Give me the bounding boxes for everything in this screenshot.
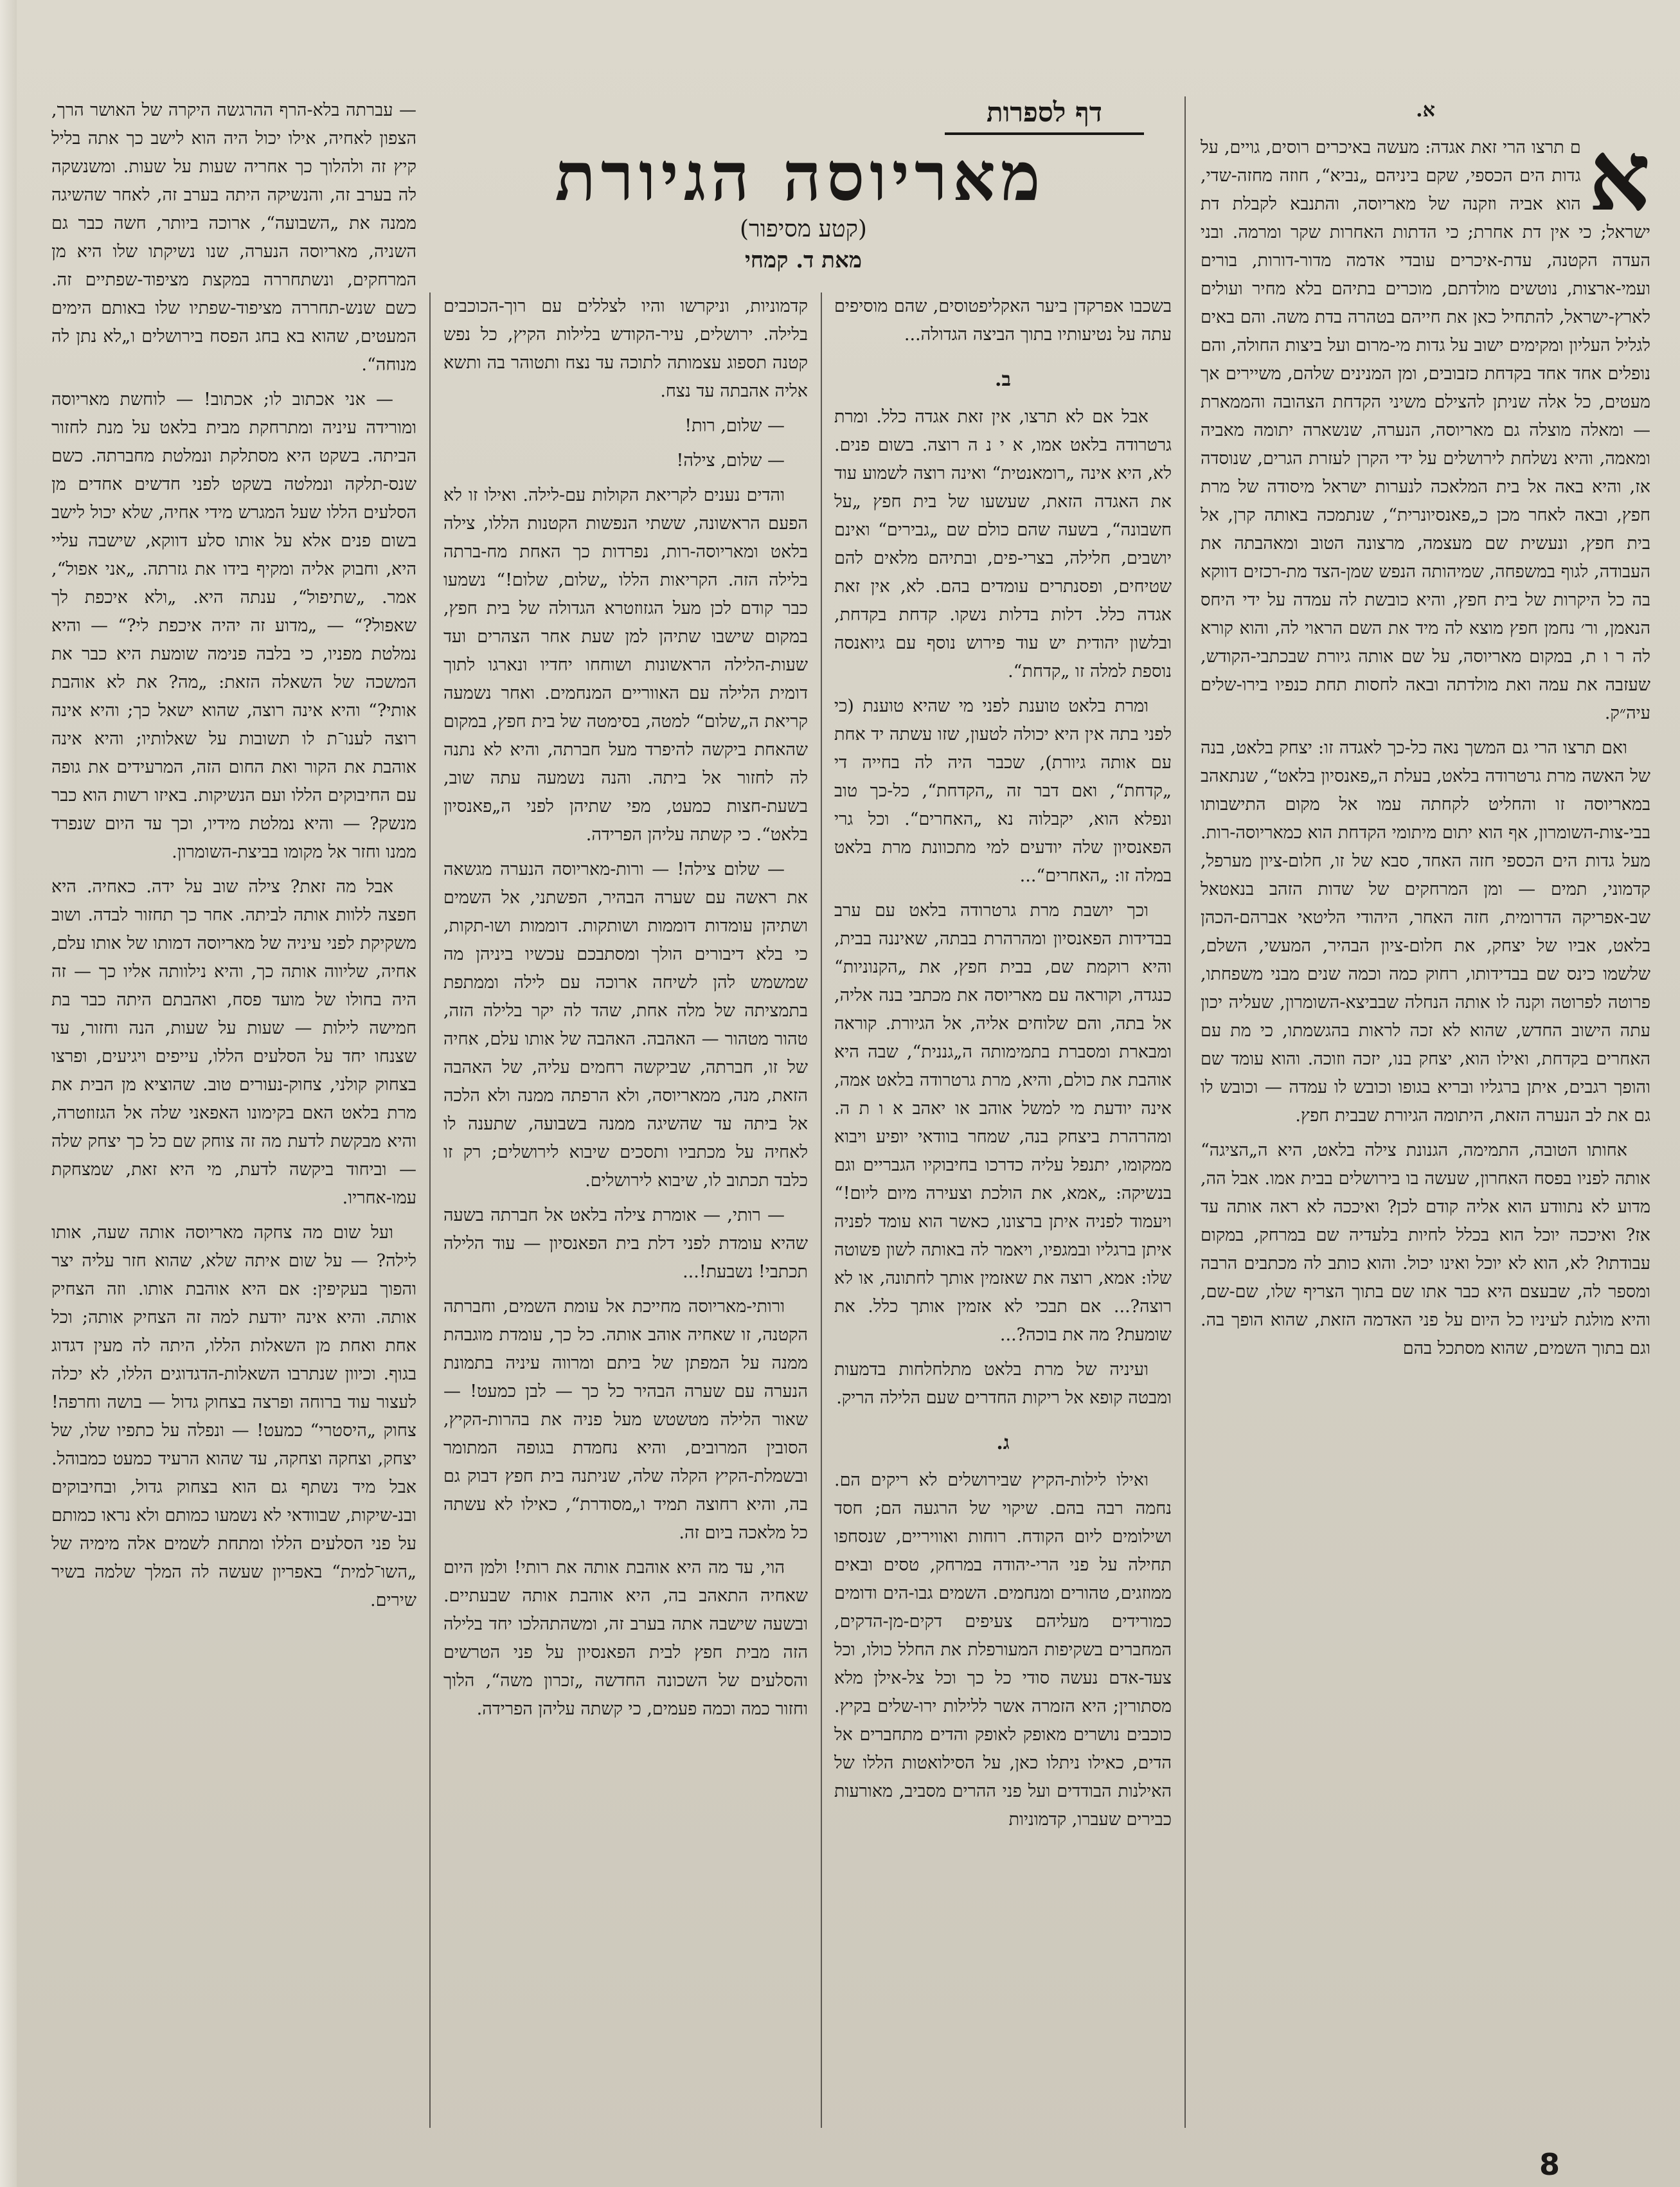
paragraph: אבל מה זאת? צילה שוב על ידה. כאחיה. היא חפצה ללוות אותה לביתה. אחר כך תחזור לבדה. ושוב משקיקת לפני עיניה של מאריוסה דמותו של אותו עלם, אחיה, שליווה אותה כך, והיא נילוותה אליו כך — זה היה בחולו של מועד פסח, ואהבתם היתה כבר בת חמישה לילות — שעות על שעות, הנה וחזור, עד שצנחו יחד על הסלעים הללו, עייפים ויגיעים, ופרצו בצחוק קולני, צחוק-נעורים טוב. שהוציא מן הבית את מרת בלאט האם בקימונו האפאני שלה אל הגזוזטרה, והיא מבקשת לדעת מה זה צוחק שם כל כך יצחק שלה — וביחוד ביקשה לדעת, מי היא זאת, שמצחקת עמו-אחריו. xyxy=(51,877,416,1208)
section-number: א. xyxy=(1416,99,1435,122)
section-number: ב. xyxy=(995,368,1011,391)
drop-cap: א xyxy=(1588,120,1650,233)
text-column-1 xyxy=(1201,96,1650,2128)
paragraph: בשכבו אפרקדן ביער האקליפטוסים, שהם מוסיפים עתה על נטיעותיו בתוך הביצה הגדולה... xyxy=(834,296,1172,345)
column-divider xyxy=(1184,96,1186,2128)
paragraph: קדמוניות, וניקרשו והיו לצללים עם רוך-הכוכבים בלילה. ירושלים, עיר-הקודש בלילות הקיץ, כל נפש קטנה תספוג עצמותה לתוכה עד נצח ותטוהר בה ותשא אליה אהבתה עד נצח. xyxy=(443,296,808,401)
story-subtitle: (קטע מסיפור) xyxy=(740,216,867,242)
paragraph: — שלום צילה! — ורות-מאריוסה הנערה מגשאה את ראשה עם שערה הבהיר, הפשתני, אל השמים ושתיהן עומדות דוממות ושותקות. דוממות ושו-תקות, כי בלא דיבורים הולך ומסתבכם עכשיו ביניהן מה שמשמש להן לשיחה ארוכה עם לילה וממתפת בתמציתה של מלה אחת, שהד לה יקר בלילה הזה, טהור מטהור — האהבה. האהבה של אותו עלם, אחיה של זו, חברתה, שביקשה רחמים עליה, של האהבה הזאת, מנה, ממאריוסה, ולא הרפתה ממנה ולא הלכה אל ביתה עד שהשיגה ממנה בשבועה, שתענה לו לאחיה על מכתביו ותסכים שיבוא לירושלים; רק זו כלבד תכתוב לו, שיבוא לירושלים. xyxy=(443,860,808,1191)
paragraph: — עברתה בלא-הרף ההרגשה היקרה של האושר הרך, הצפון לאחיה, אילו יכול היה הוא לישב כך אתה בליל קיץ זה ולהלוך כך אחריה שעות על שעות. ומשנשקה לה בערב זה, והנשיקה היתה בערב זה, לאחר שהשיגה ממנה את „השבועה“, ארוכה ביותר, חשה כבר גם השניה, מאריוסה הנערה, שנו נשיקתו שלו היא מן המרחקים, ונשתחררה במקצת מציפוד-שפתיים זה. כשם שנש-תחררה מציפוד-שפתיו שלו באותם הימים המעטים, שהוא בא בחג הפסח בירושלים ו„לא נתן לה מנוחה“. xyxy=(51,100,416,375)
paragraph: — שלום, צילה! xyxy=(676,451,785,471)
paragraph: והדים נענים לקריאת הקולות עם-לילה. ואילו זו לא הפעם הראשונה, ששתי הנפשות הקטנות הללו, צילה בלאט ומאריוסה-רות, נפרדות כך האחת מח-ברתה בלילה הזה. הקריאות הללו „שלום, שלום!“ נשמעו כבר קודם לכן מעל הגזוזטרא הגדולה של בית חפץ, במקום שישבו שתיהן למן שעת אחר הצהרים ועד שעות-הלילה הראשונות ושוחחו יחדיו ונארגו לתוך דומית הלילה עם האווריים המנחמים. ואחר נשמעה קריאת ה„שלום“ למטה, בסימטה של בית חפץ, במקום שהאחת ביקשה להיפרד מעל חברתה, והיא לא נתנה לה לחזור אל ביתה. והנה נשמעה עתה שוב, בשעת-חצות כמעט, מפי שתיהן לפני ה„פאנסיון בלאט“. כי קשתה עליהן הפרידה. xyxy=(443,485,808,845)
column-divider xyxy=(821,292,822,2128)
paragraph: — אני אכתוב לו; אכתוב! — לוחשת מאריוסה ומורידה עיניה ומתרחקת מבית בלאט על מנת לחזור הביתה. בשקט היא מסתלקת ונמלטת מחברתה. כשם שנס-תלקה ונמלטה בשקט לפני חדשים אחדים מן הסלעים הללו שעל המגרש מידי אחיה, שלא יכול לישב בשום פנים אלא על אותו סלע דווקא, שישבה עליי היא, וחבוק אליה ומקיף בידו את גזרתה. „אני אפול“, אמר. „שתיפול“, ענתה היא. „ולא איכפת לך שאפול?“ — „מדוע זה יהיה איכפת לי?“ — והיא נמלטת מפניו, כי בלבה פנימה שומעת היא כבר את המשכה של השאלה הזאת: „מה? את לא אוהבת אותי?“ והיא אינה רוצה, שהוא ישאל כך; והיא אינה רוצה לענו־ת לו תשובות על שאלותיו; והיא אינה אוהבת את הקור ואת החום הזה, המרעידים את גופה עם החיבוקים הללו ועם הנשיקות. באיזו רשות הוא כבר מנשק? — והיא נמלטת מידיו, וכך עד היום שנפרד ממנו וחזר אל מקומו בביצת-השומרון. xyxy=(51,390,416,862)
paragraph: ואם תרצו הרי גם המשך נאה כל-כך לאגדה זו: יצחק בלאט, בנה של האשה מרת גרטרודה בלאט, בעלת ה„פאנסיון בלאט“, שנתאהב במאריוסה זו והחליט לקחתה עמו אל מקום התישבותו בבי-צות-השומרון, אף הוא יתום מיתומי הקדחת הוא כמאריוסה-רות. מעל גדות הים הכספי חזה האחד, סבא של זו, חלום-ציון מערפל, קדמוני, תמים — ומן המרחקים של שדות הזהב בנאטאל שב-אפריקה הדרומית, חזה האחר, היהודי הליטאי אברהם-הכהן בלאט, אביו של יצחק, את חלום-ציון הבהיר, המעשי, השלם, שלשמו כינס שם בבדידותו, רחוק כמה וכמה שנים מבני משפחתו, פרוטה לפרוטה וקנה לו אותה הנחלה שבביצא-השומרון, שעליה יכון עתה הישוב החדש, שהוא לא זכה לראות בהגשמתו, כי מת עם האחרים בקדחת, ואילו הוא, יצחק בנו, יזכה וזוכה. והוא עומד שם והופך רגבים, איתן ברגליו ובריא בגופו וכובש לו עמדה — וכובש לו גם את לב הנערה הזאת, היתומה הגיורת שבבית חפץ. xyxy=(1201,738,1650,1126)
paragraph: — רותי, — אומרת צילה בלאט אל חברתה בשעה שהיא עומדת לפני דלת בית הפאנסיון — עוד הלילה תכתבי! נשבעת!... xyxy=(443,1205,808,1282)
paragraph: — שלום, רות! xyxy=(684,416,785,436)
paragraph: ם תרצו הרי זאת אגדה: מעשה באיכרים רוסים, גויים, על גדות הים הכספי, שקם ביניהם „נביא“, חוזה מחזה-שדי, הוא אביה וזקנה של מאריוסה, והתנבא לקבלת דת ישראל; כי אין דת אחרת; כי הדתות האחרות שקר ומרמה. ובני העדה הקטנה, עדת-איכרים עובדי אדמה מדור-דורות, בורים ועמי-ארצות, נוטשים מולדתם, מוכרים בתיהם בלא מחיר ועולים לארץ-ישראל, להתחיל כאן את חייהם בטהרה בדת משה. והם באים לגליל העליון ומקימים ישוב על גדות מי-מרום ועל ביצות החולה, והם נופלים אחד אחד בקדחת כזבובים, ומן המנינים שלהם, משיירים אך מעטים, כל אלה שניתן להצילם משיני הקדחת הצהובה והממארת — ומאלה מוצלה גם מאריוסה, הנערה, שנשארה יתומה מאביה ומאמה, והיא נשלחת לירושלים על ידי הקרן לעזרת הגרים, שנוסדה אז, והיא באה אל בית המלאכה לנערות ישראל מיסודה של מרת חפץ, ובאה לאחר מכן כ„פאנסיונרית“, שנתמכה באותה קרן, אל בית חפץ, ונעשית שם מעצמה, מרצונה הטוב ומאהבתה את העבודה, לגוף במשפחה, שמיהותה הנפש שמן-הצד מת-רכזים דווקא בה כל היקרות של בית חפץ, והיא כובשת לה עמדה על ידי היחס הנאמן, ור׳ נחמן חפץ מוצא לה מיד את השם הראוי לה, והוא קורא לה ר ו ת, במקום מאריוסה, על שם אותה גיורת שבכתבי-הקודש, שעזבה את עמה ואת מולדתה ובאה לחסות תחת כנפיו בירו-שלים עיה״ק. xyxy=(1201,138,1650,723)
column-divider xyxy=(429,292,431,2128)
section-number: ג. xyxy=(996,1432,1010,1454)
paragraph: וכך יושבת מרת גרטרודה בלאט עם ערב בבדידות הפאנסיון ומהרהרת בבתה, שאיננה בבית, והיא רוקמת שם, בבית חפץ, את „הקנוניות“ כנגדה, וקוראה עם מאריוסה את מכתבי בנה אליה, אל בתה, והם שלוחים אליה, אל הגיורת. קוראה ומבארת ומסברת בתמימותה ה„גננית“, שבה היא אוהבת את כולם, והיא, מרת גרטרודה בלאט אמה, אינה יודעת מי למשל אוהב או יאהב א ו ת ה. ומהרהרת ביצחק בנה, שמחר בוודאי יופיע ויבוא ממקומו, יתנפל עליה כדרכו בחיבוקיו הגבריים וגם בנשיקה: „אמא, את הולכת וצעירה מיום ליום!“ ויעמוד לפניה איתן ברצונו, כאשר הוא עומד לפניה איתן ברגליו ובמגפיו, ויאמר לה באותה לשון פשוטה שלו: אמא, רוצה את שאזמין אותך לחתונה, או לא רוצה?... אם תבכי לא אזמין אותך כלל. את שומעת? מה את בוכה?... xyxy=(834,901,1172,1345)
story-byline: מאת ד. קמחי xyxy=(745,248,862,273)
text-column-3 xyxy=(443,292,808,2128)
paragraph: ומרת בלאט טוענת לפני מי שהיא טוענת (כי לפני בתה אין היא יכולה לטעון, שזו עשתה יד אחת עם אותה גיורת), שכבר היה לה בחייה די „קדחת“, ואם דבר זה „הקדחת“, כל-כך טוב ונפלא הוא, יקבלוה נא „האחרים“. וכל גרי הפאנסיון שלה יודעים למי מתכוונת מרת בלאט במלה זו: „האחרים“... xyxy=(834,696,1172,886)
paragraph: אחותו הטובה, התמימה, הגנונת צילה בלאט, היא ה„הציגה“ אותה לפניו בפסח האחרון, שעשה בו בירושלים בבית אמו. אבל הה, מדוע לא נתוודע הוא אליה קודם לכן? ואיככה לא ראה אותה עד אז? ואיככה יוכל הוא בכלל לחיות בלעדיה שם במרחק, במקום עבודתו? לא, הוא לא יוכל ואינו יכול. והוא כותב לה מכתבים הרבה ומספר לה, שבעצם היא כבר אתו שם בתוך הצריף שלו, שם-שם, והיא מולגת לעיניו כל היום על פני האדמה הזאת, שהוא הופך בה. וגם בתוך השמים, שהוא מסתכל בהם xyxy=(1201,1140,1650,1358)
paragraph: ורותי-מאריוסה מחייכת אל עומת השמים, וחברתה הקטנה, זו שאחיה אוהב אותה. כל כך, עומדת מוגבהת ממנה על המפתן של ביתם ומרווה עיניה בתמונת הנערה עם שערה הבהיר כל כך — לבן כמעט! — שאור הלילה מטשטש מעל פניה את בהרות-הקיץ, הסובין המרובים, והיא נחמדת בגופה המתומר ובשמלת-הקיץ הקלה שלה, שניתנה בית חפץ דבוק גם בה, והיא רחוצה תמיד ו„מסודרת“, כאילו לא עשתה כל מלאכה ביום זה. xyxy=(443,1297,808,1543)
paragraph: הוי, עד מה היא אוהבת אותה את רותי! ולמן היום שאחיה התאהב בה, היא אוהבת אותה שבעתיים. ובשעה שישבה אתה בערב זה, ומשהתהלכו יחד בלילה הזה מבית חפץ לבית הפאנסיון על פני הטרשים והסלעים של השכונה החדשה „זכרון משה“, הלוך וחזור כמה וכמה פעמים, כי קשתה עליהן הפרידה. xyxy=(443,1558,808,1719)
paragraph: ועיניה של מרת בלאט מתלחלחות בדמעות ומבטה קופא אל ריקות החדרים שעם הלילה הריק. xyxy=(834,1360,1172,1408)
section-label: דף לספרות xyxy=(945,96,1144,135)
text-column-4 xyxy=(51,96,416,2128)
paragraph: ואילו לילות-הקיץ שבירושלים לא ריקים הם. נחמה רבה בהם. שיקוי של הרגעה הם; חסד ושילומים ליום הקודח. רוחות ואוויריים, שנסחפו תחילה על פני הרי-יהודה במרחק, טסים ובאים ממוזגים, טהורים ומנחמים. השמים גבו-הים ודומים כמורידים מעליהם צעיפים דקים-מן-הדקים, המחברים בשקיפות המעורפלת את החלל כולו, וכל צעד-אדם נעשה סודי כל כך וכל צל-אילן מלא מסתורין; היא הזמרה אשר ללילות ירו-שלים בקיץ. כוכבים נושרים מאופק לאופק והדים מתחברים אל הדים, כאילו ניתלו כאן, על הסילואטות הללו של האילנות הבודדים ועל פני ההרים מסביב, מאורעות כבירים שעברו, קדמוניות xyxy=(834,1470,1172,1830)
text-column-2 xyxy=(834,292,1172,2128)
page-fold-shadow xyxy=(0,0,17,2187)
paragraph: ועל שום מה צחקה מאריוסה אותה שעה, אותו לילה? — על שום איתה שלא, שהוא חזר עליה יצר והפוך בעקיפין: אם היא אוהבת אותו. וזה הצחיק אותה. והיא אינה יודעת למה זה הצחיק אותה; וכל אחת ואחת מן השאלות הללו, היתה לה מעין דגדוג בגוף. וכיוון שנתרבו השאלות-הדגדוגים הללו, לא יכלה לעצור עוד ברוחה ופרצה בצחוק גדול — בושה וחרפה! צחוק „היסטרי“ כמעט! — ונפלה על כתפיו שלו, של יצחק, וצחקה וצחקה, עד שהוא הרעיד כמעט כמבוהל. אבל מיד נשתף גם הוא בצחוק גדול, ובחיבוקים ובנ-שיקות, שבוודאי לא נשמעו כמותם ולא נראו כמותם על פני הסלעים הללו ומתחת לשמים אלה מימיה של „השו־למית“ באפריון שעשה לה המלך שלמה בשיר שירים. xyxy=(51,1223,416,1610)
paragraph: אבל אם לא תרצו, אין זאת אגדה כלל. ומרת גרטרודה בלאט אמו, א י נ ה רוצה. בשום פנים. לא, היא אינה „רומאנטית“ ואינה רוצה לשמוע עוד את האגדה הזאת, שעשעו של בית חפץ „על חשבונה“, בשעה שהם כולם שם „גבירים“ ואינם יושבים, חלילה, בצרי-פים, ובתיהם מלאים להם שטיחים, ופסנתרים עומדים בהם. לא, אין זאת אגדה כלל. דלות בדלות נשקו. קדחת בקדחת, ובלשון יהודית יש עוד פירוש נוסף עם גיואנסה נוספת למלה זו „קדחת“. xyxy=(834,407,1172,681)
page-number: 8 xyxy=(1539,2147,1560,2182)
story-title: מאריוסה הגיורת xyxy=(555,137,1046,216)
